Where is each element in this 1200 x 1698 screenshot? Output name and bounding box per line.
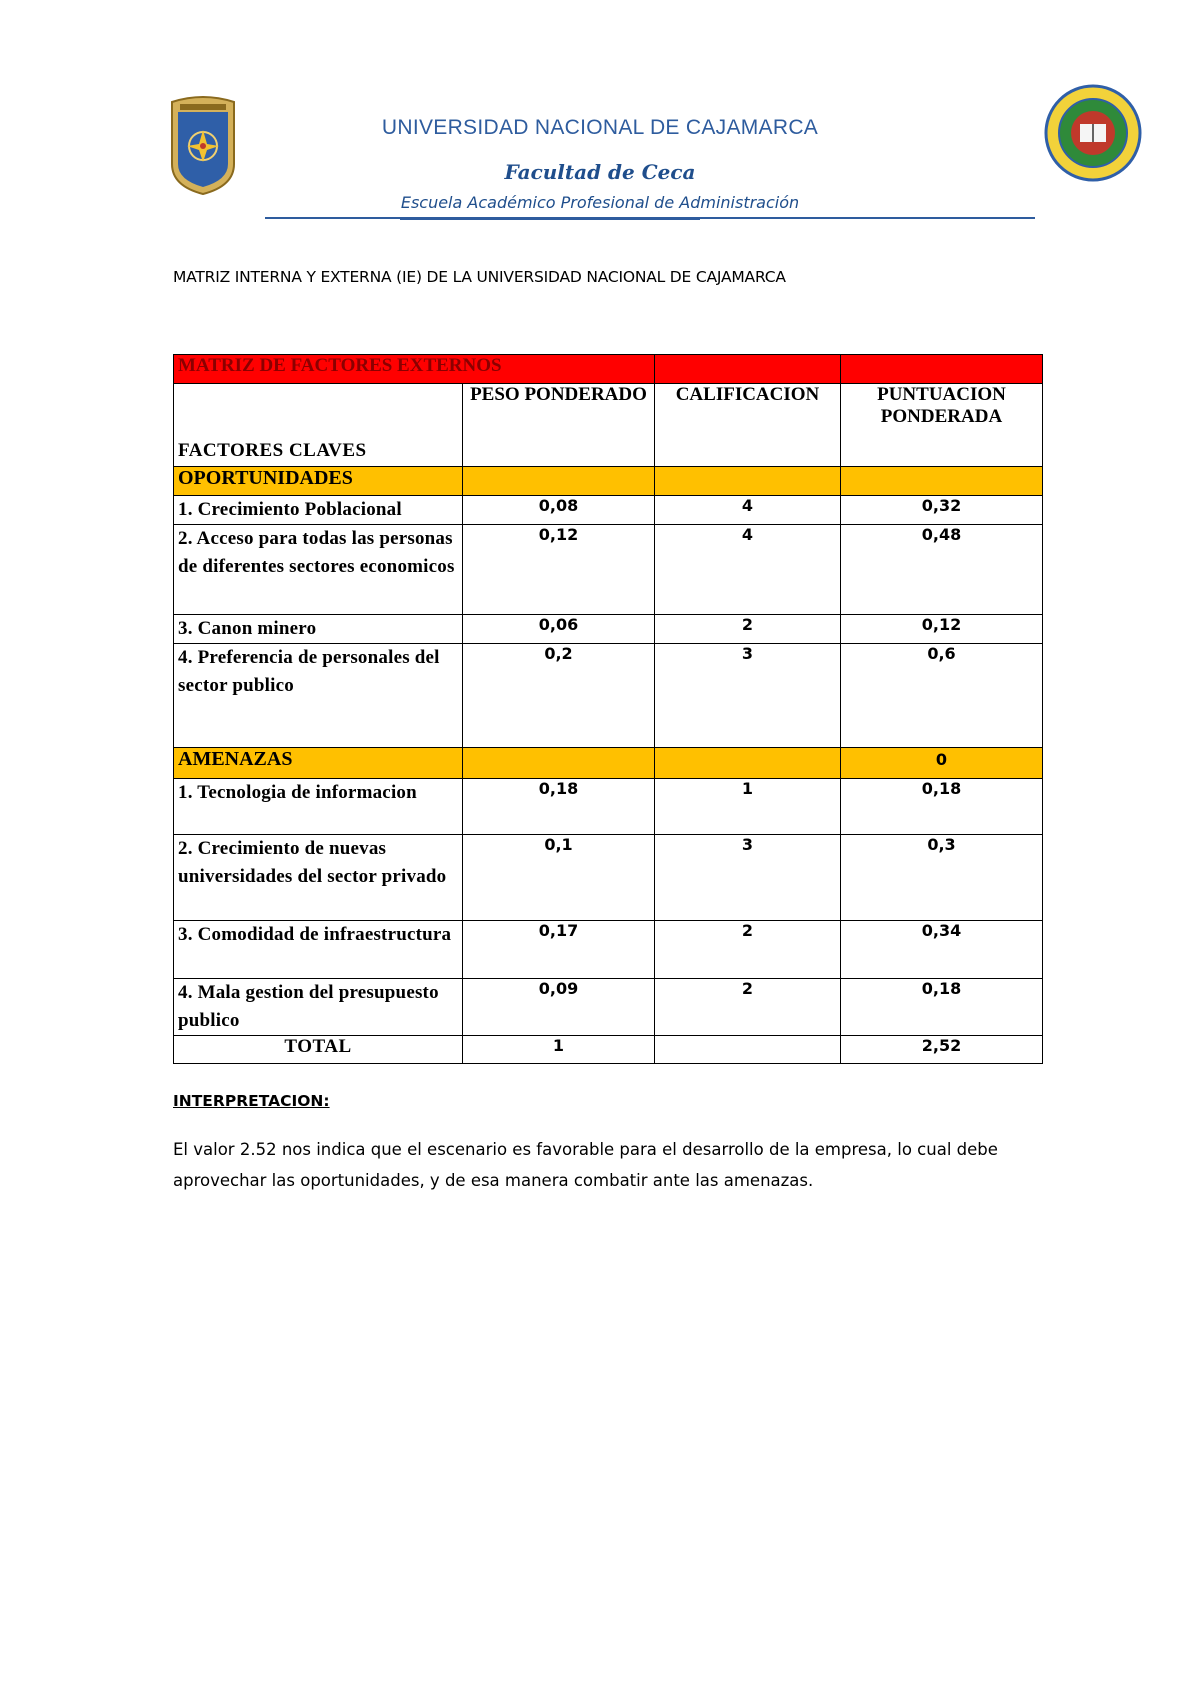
weight-cell: 0,1 [463,835,655,921]
weight-cell: 0,17 [463,921,655,979]
factor-cell: 2. Crecimiento de nuevas universidades del sector privado [174,835,463,921]
section-label: OPORTUNIDADES [174,467,463,496]
factor-cell: 4. Preferencia de personales del sector publico [174,644,463,748]
col-header-factor: FACTORES CLAVES [174,384,463,467]
external-factors-matrix-table [173,354,1043,1064]
score-cell: 0,18 [841,979,1043,1036]
weight-cell: 0,12 [463,525,655,615]
weight-cell: 0,09 [463,979,655,1036]
table-row [174,615,1043,644]
rating-cell: 2 [655,615,841,644]
matrix-title-blank [655,355,841,384]
col-header-weight: PESO PONDERADO [463,384,655,467]
university-name: UNIVERSIDAD NACIONAL DE CAJAMARCA [381,116,819,139]
interpretation-text: El valor 2.52 nos indica que el escenario es favorable para el desarrollo de la empresa, lo cual debe aprovechar las oportunidades, y de esa manera combatir ante las amenazas. [173,1140,998,1190]
rating-cell: 2 [655,979,841,1036]
total-row [174,1036,1043,1064]
factor-cell: 1. Tecnologia de informacion [174,779,463,835]
factor-cell: 1. Crecimiento Poblacional [174,496,463,525]
table-row [174,979,1043,1036]
table-row [174,496,1043,525]
weight-cell: 0,2 [463,644,655,748]
table-row [174,644,1043,748]
col-header-rating: CALIFICACION [655,384,841,467]
university-crest-icon [168,94,238,196]
document-title: MATRIZ INTERNA Y EXTERNA (IE) DE LA UNIVERSIDAD NACIONAL DE CAJAMARCA [173,268,786,286]
weight-cell: 0,18 [463,779,655,835]
score-cell: 0,6 [841,644,1043,748]
factor-cell: 3. Comodidad de infraestructura [174,921,463,979]
matrix-title: MATRIZ DE FACTORES EXTERNOS [174,355,655,384]
total-score: 2,52 [841,1036,1043,1064]
weight-cell: 0,08 [463,496,655,525]
section-label: AMENAZAS [174,748,463,779]
section-score: 0 [841,748,1043,779]
column-header-row [174,384,1043,467]
matrix-title-blank [841,355,1043,384]
factor-cell: 3. Canon minero [174,615,463,644]
rating-cell: 1 [655,779,841,835]
total-weight: 1 [463,1036,655,1064]
rating-cell: 4 [655,525,841,615]
score-cell: 0,32 [841,496,1043,525]
faculty-seal-icon [1044,84,1142,182]
faculty-name: Facultad de Ceca [504,160,696,184]
factor-cell: 2. Acceso para todas las personas de diferentes sectores economicos [174,525,463,615]
score-cell: 0,18 [841,779,1043,835]
weight-cell: 0,06 [463,615,655,644]
score-cell: 0,3 [841,835,1043,921]
table-row [174,921,1043,979]
table-row [174,779,1043,835]
school-name: Escuela Académico Profesional de Administración [400,193,800,212]
header-divider-accent [400,219,700,220]
score-cell: 0,12 [841,615,1043,644]
score-cell: 0,48 [841,525,1043,615]
score-cell: 0,34 [841,921,1043,979]
rating-cell: 3 [655,644,841,748]
table-row [174,835,1043,921]
matrix-title-row [174,355,1043,384]
total-label: TOTAL [174,1036,463,1064]
factor-cell: 4. Mala gestion del presupuesto publico [174,979,463,1036]
section-row-opportunities [174,467,1043,496]
rating-cell: 2 [655,921,841,979]
section-row-threats [174,748,1043,779]
col-header-score: PUNTUACION PONDERADA [841,384,1043,467]
table-row [174,525,1043,615]
rating-cell: 4 [655,496,841,525]
interpretation-heading: INTERPRETACION: [173,1092,330,1110]
rating-cell: 3 [655,835,841,921]
total-rating-blank [655,1036,841,1064]
